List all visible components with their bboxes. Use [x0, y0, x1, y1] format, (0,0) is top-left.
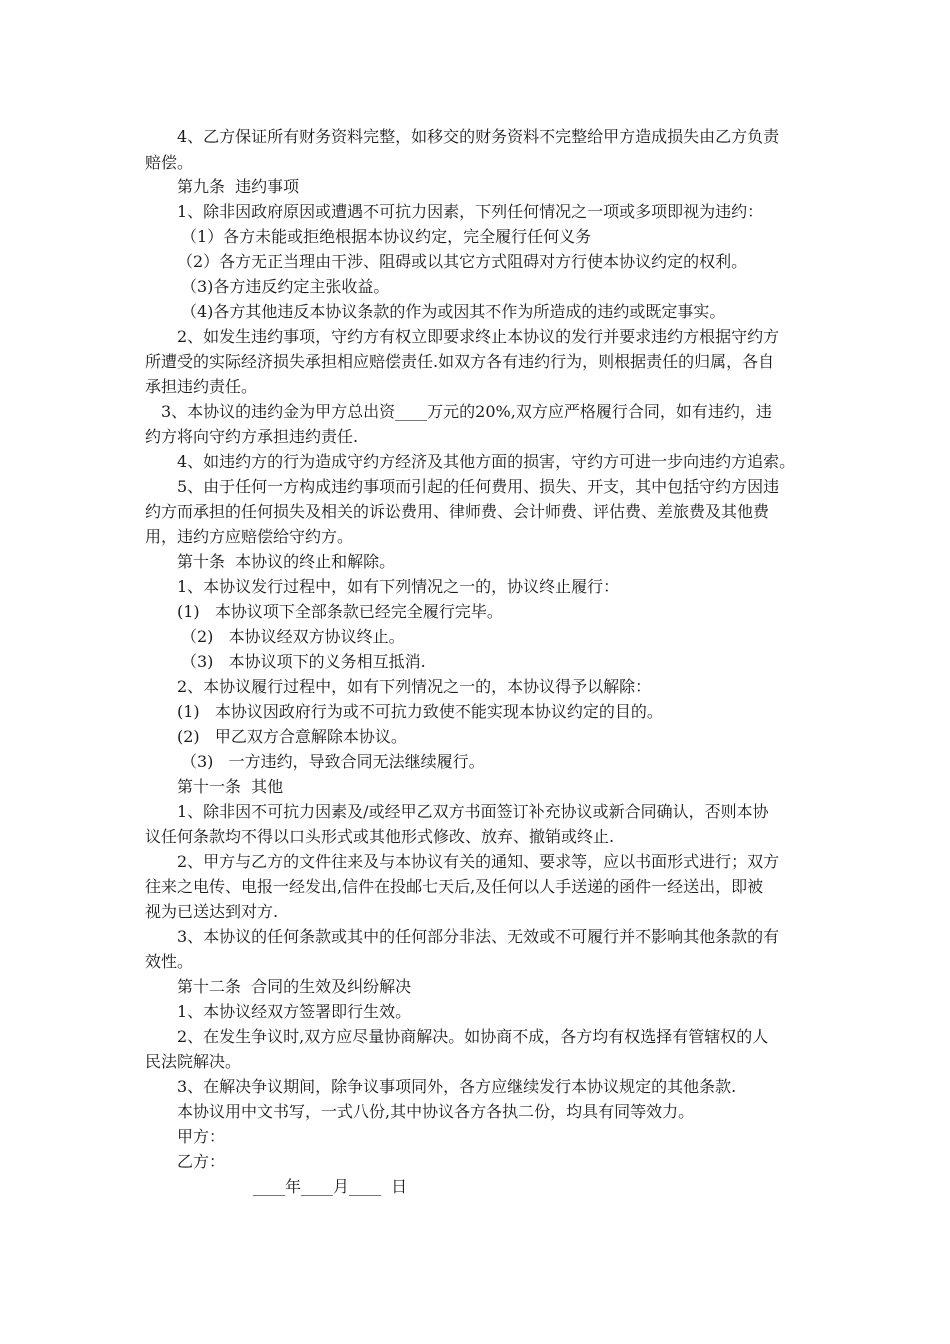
list-item: （4)各方其他违反本协议条款的作为或因其不作为所造成的违约或既定事实。: [181, 302, 726, 321]
paragraph-line: 承担违约责任。: [145, 377, 258, 396]
paragraph-line: 1、本协议经双方签署即行生效。: [177, 1002, 412, 1021]
paragraph-line: 3、本协议的任何条款或其中的任何部分非法、无效或不可履行并不影响其他条款的有: [177, 927, 780, 946]
list-item: （3) 一方违约，导致合同无法继续履行。: [181, 752, 485, 771]
paragraph-line: 用，违约方应赔偿给守约方。: [145, 527, 354, 546]
paragraph-line: 效性。: [145, 952, 194, 971]
paragraph-line: 约方而承担的任何损失及相关的诉讼费用、律师费、会计师费、评估费、差旅费及其他费: [145, 502, 770, 521]
paragraph-line: 2、甲方与乙方的文件往来及与本协议有关的通知、要求等，应以书面形式进行；双方: [177, 852, 780, 871]
list-item: （3) 本协议项下的义务相互抵消.: [181, 652, 426, 671]
paragraph-line: 2、本协议履行过程中，如有下列情况之一的，本协议得予以解除：: [177, 677, 652, 696]
list-item: (2) 甲乙双方合意解除本协议。: [177, 727, 407, 746]
paragraph-line: 5、由于任何一方构成违约事项而引起的任何费用、损失、开支，其中包括守约方因违: [177, 477, 780, 496]
paragraph-line: 1、除非因不可抗力因素及/或经甲乙双方书面签订补充协议或新合同确认，否则本协: [177, 802, 769, 821]
paragraph-line: 1、除非因政府原因或遭遇不可抗力因素，下列任何情况之一项或多项即视为违约：: [177, 202, 764, 221]
paragraph-line: 1、本协议发行过程中，如有下列情况之一的，协议终止履行：: [177, 577, 620, 596]
paragraph-line: 民法院解决。: [145, 1052, 242, 1071]
paragraph-line: 4、乙方保证所有财务资料完整，如移交的财务资料不完整给甲方造成损失由乙方负责: [177, 127, 780, 146]
party-a-label: 甲方：: [177, 1127, 226, 1146]
paragraph-line: 约方将向守约方承担违约责任.: [145, 427, 359, 446]
paragraph-line: 往来之电传、电报一经发出,信件在投邮七天后,及任何以人手送递的函件一经送出，即被: [145, 877, 764, 896]
signature-date: ____年____月____ 日: [253, 1177, 408, 1196]
section-heading: 第十一条 其他: [177, 777, 284, 796]
list-item: （2) 本协议经双方协议终止。: [181, 627, 405, 646]
paragraph-line: 3、本协议的违约金为甲方总出资____万元的20%,双方应严格履行合同，如有违约，违: [161, 402, 772, 421]
paragraph-line: 所遭受的实际经济损失承担相应赔偿责任.如双方各有违约行为，则根据责任的归属，各自: [145, 352, 775, 371]
list-item: (1) 本协议因政府行为或不可抗力致使不能实现本协议约定的目的。: [177, 702, 663, 721]
list-item: (1) 本协议项下全部条款已经完全履行完毕。: [177, 602, 503, 621]
paragraph-line: 2、在发生争议时,双方应尽量协商解决。如协商不成，各方均有权选择有管辖权的人: [177, 1027, 769, 1046]
paragraph-line: 4、如违约方的行为造成守约方经济及其他方面的损害，守约方可进一步向违约方追索。: [177, 452, 796, 471]
section-heading: 第十二条 合同的生效及纠纷解决: [177, 977, 412, 996]
list-item: （2）各方无正当理由干涉、阻碍或以其它方式阻碍对方行使本协议约定的权利。: [177, 252, 748, 271]
paragraph-line: 议任何条款均不得以口头形式或其他形式修改、放弃、撤销或终止.: [145, 827, 615, 846]
paragraph-line: 视为已送达到对方.: [145, 902, 279, 921]
paragraph-line: 本协议用中文书写，一式八份,其中协议各方各执二份，均具有同等效力。: [177, 1102, 695, 1121]
paragraph-line: 2、如发生违约事项，守约方有权立即要求终止本协议的发行并要求违约方根据守约方: [177, 327, 780, 346]
paragraph-line: 赔偿。: [145, 153, 194, 172]
list-item: （3)各方违反约定主张收益。: [181, 277, 390, 296]
paragraph-line: 3、在解决争议期间，除争议事项同外，各方应继续发行本协议规定的其他条款.: [177, 1077, 737, 1096]
section-heading: 第十条 本协议的终止和解除。: [177, 552, 396, 571]
party-b-label: 乙方：: [177, 1152, 226, 1171]
section-heading: 第九条 违约事项: [177, 177, 300, 196]
list-item: （1）各方未能或拒绝根据本协议约定，完全履行任何义务: [181, 227, 592, 246]
